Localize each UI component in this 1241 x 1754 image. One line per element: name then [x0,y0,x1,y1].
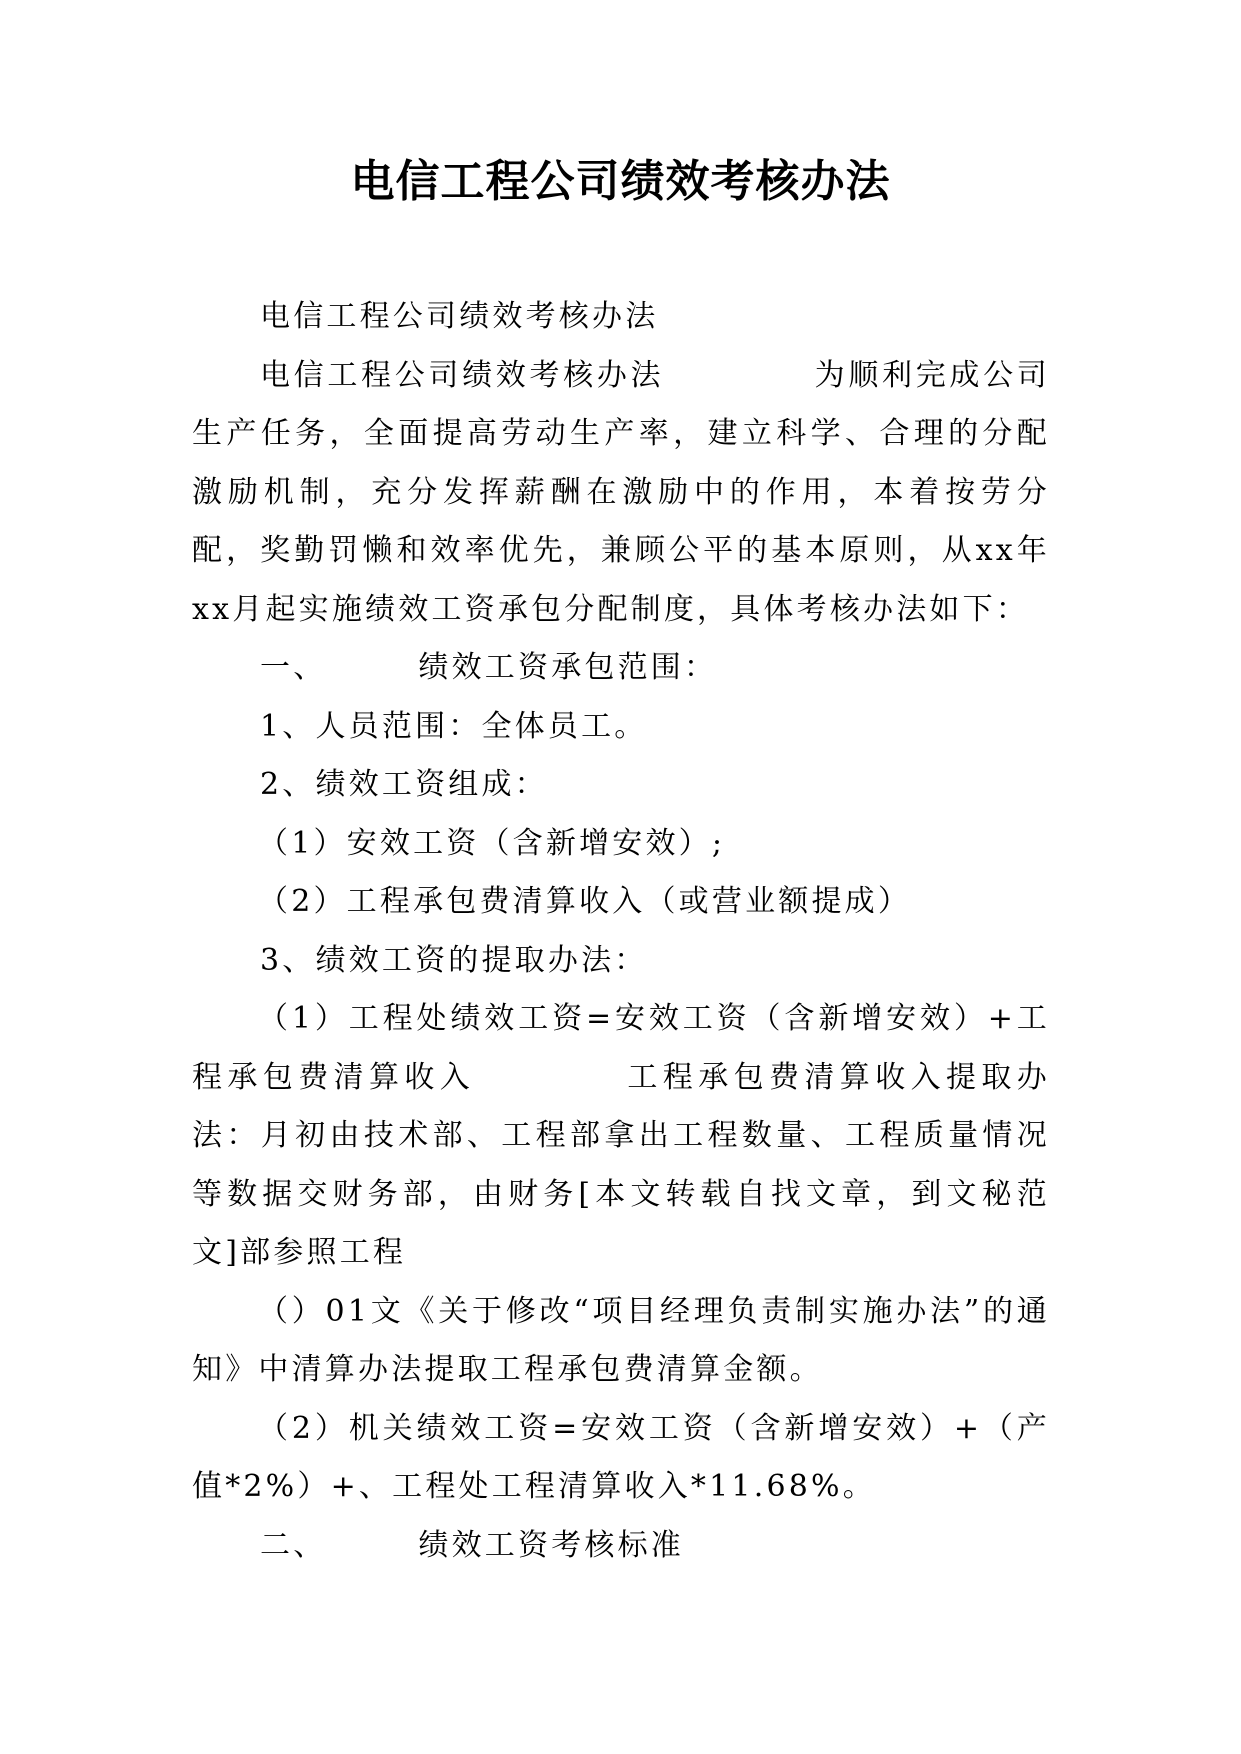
formula-paragraph [192,1400,1050,1517]
list-item-text: （2）工程承包费清算收入（或营业额提成） [258,884,912,919]
list-item [192,698,1050,757]
list-item [192,873,1050,932]
list-item [192,756,1050,815]
list-item [192,932,1050,991]
section-number: 一、 [260,650,327,685]
formula-paragraph [192,990,1050,1283]
section-title: 绩效工资承包范围： [418,650,718,685]
list-item-text: 1、人员范围：全体员工。 [260,708,648,744]
formula-text: （2）机关绩效工资=安效工资（含新增安效）+（产值*2%）+、工程处工程清算收入*11.68%。 [192,1410,1050,1504]
document-title: 电信工程公司绩效考核办法 [350,156,891,207]
paragraph-text: 工程承包费清算收入提取办法：月初由技术部、工程部拿出工程数量、工程质量情况等数据交财务部，由财务[本文转载自找文章，到文秘范文]部参照工程 [192,1059,1050,1270]
document-body [192,288,1050,1575]
section-number: 二、 [260,1527,327,1563]
list-item-text: 2、绩效工资组成： [260,767,548,802]
paragraph-intro [192,347,1050,640]
list-item-text: （1）安效工资（含新增安效）; [258,825,726,861]
section-title: 绩效工资考核标准 [418,1527,685,1563]
paragraph-text: 电信工程公司绩效考核办法 [260,299,659,334]
paragraph-text: （）01文《关于修改“项目经理负责制实施办法”的通知》中清算办法提取工程承包费清算金额。 [192,1293,1050,1387]
section-heading-2 [192,1517,1050,1576]
list-item-text: 3、绩效工资的提取办法： [260,942,648,978]
paragraph-heading-repeat [192,288,1050,347]
paragraph-intro-title: 电信工程公司绩效考核办法 [260,357,665,393]
paragraph-notice [192,1283,1050,1400]
formula-text: （1）工程处绩效工资=安效工资（含新增安效）+工程承包费清算收入 [192,1001,1050,1095]
section-heading-1 [192,639,1050,698]
paragraph-intro-text: 为顺利完成公司生产任务，全面提高劳动生产率，建立科学、合理的分配激励机制，充分发挥薪酬在激励中的作用，本着按劳分配，奖勤罚懒和效率优先，兼顾公平的基本原则，从xx年xx月起实施绩效工资承包分配制度，具体考核办法如下： [192,357,1050,627]
list-item [192,815,1050,874]
